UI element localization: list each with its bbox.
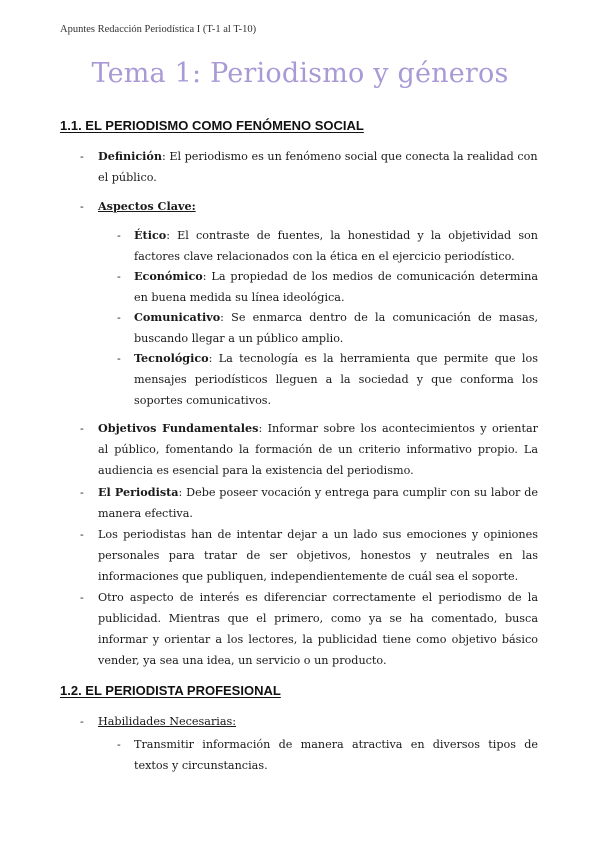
list-item-publicidad: Otro aspecto de interés es diferenciar correctamente el periodismo de la publicidad. Mientras que el primero, como ya se ha comentado, busca informar y orientar a los lectores, la publicidad tiene como objetivo básico vender, ya sea una idea, un servicio o un producto.	[98, 591, 538, 667]
term-label: El Periodista	[98, 485, 179, 499]
bullet-dash: -	[80, 486, 84, 499]
term-text: : La tecnología es la herramienta que permite que los mensajes periodísticos lleguen a la sociedad y que conforma los soportes comunicativos.	[134, 352, 538, 407]
list-item-aspectos-label	[98, 196, 538, 217]
term-label: Ético	[134, 228, 167, 242]
section-heading-1: 1.1. EL PERIODISMO COMO FENÓMENO SOCIAL	[60, 118, 364, 133]
page-title: Tema 1: Periodismo y géneros	[91, 58, 509, 89]
term-label: Definición	[98, 149, 162, 163]
term-label: Objetivos Fundamentales	[98, 421, 259, 435]
term-text: : Debe poseer vocación y entrega para cumplir con su labor de manera efectiva.	[98, 486, 538, 520]
aspectos-clave-label: Aspectos Clave:	[98, 199, 196, 213]
sub-list-item-economico	[134, 266, 538, 308]
term-text: : Informar sobre los acontecimientos y orientar al público, fomentando la formación de un criterio informativo propio. La audiencia es esencial para la existencia del periodismo.	[98, 422, 538, 477]
sub-list-item-habilidad: Transmitir información de manera atractiva en diversos tipos de textos y circunstancias.	[134, 738, 538, 772]
list-item-definicion	[98, 146, 538, 188]
section-heading-2: 1.2. EL PERIODISTA PROFESIONAL	[60, 683, 281, 698]
term-text: : La propiedad de los medios de comunicación determina en buena medida su línea ideológica.	[134, 270, 538, 304]
bullet-dash: -	[80, 150, 84, 163]
list-item-emociones: Los periodistas han de intentar dejar a un lado sus emociones y opiniones personales para tratar de ser objetivos, honestos y neutrales en las informaciones que publiquen, independientemente de cuál sea el soporte.	[98, 528, 538, 583]
term-text: : Se enmarca dentro de la comunicación de masas, buscando llegar a un público amplio.	[134, 311, 538, 345]
list-item-objetivos	[98, 418, 538, 481]
bullet-dash: -	[80, 200, 84, 213]
term-text: : El periodismo es un fenómeno social que conecta la realidad con el público.	[98, 150, 538, 184]
sub-list-item-comunicativo	[134, 307, 538, 349]
bullet-dash: -	[80, 422, 84, 435]
bullet-dash: -	[80, 715, 84, 728]
sub-bullet-dash: -	[117, 311, 121, 324]
list-item-periodista	[98, 482, 538, 524]
bullet-dash: -	[80, 591, 84, 604]
sub-bullet-dash: -	[117, 270, 121, 283]
sub-list-item-tecnologico	[134, 348, 538, 411]
sub-bullet-dash: -	[117, 229, 121, 242]
sub-bullet-dash: -	[117, 738, 121, 751]
term-text: : El contraste de fuentes, la honestidad y la objetividad son factores clave relacionados con la ética en el ejercicio periodístico.	[134, 229, 538, 263]
term-label: Comunicativo	[134, 310, 221, 324]
sub-bullet-dash: -	[117, 352, 121, 365]
sub-list-item-etico	[134, 225, 538, 267]
bullet-dash: -	[80, 528, 84, 541]
term-label: Tecnológico	[134, 351, 209, 365]
running-header: Apuntes Redacción Periodística I (T-1 al T-10)	[60, 24, 257, 35]
habilidades-label: Habilidades Necesarias:	[98, 715, 237, 728]
term-label: Económico	[134, 269, 203, 283]
list-item-habilidades-label	[98, 711, 538, 732]
